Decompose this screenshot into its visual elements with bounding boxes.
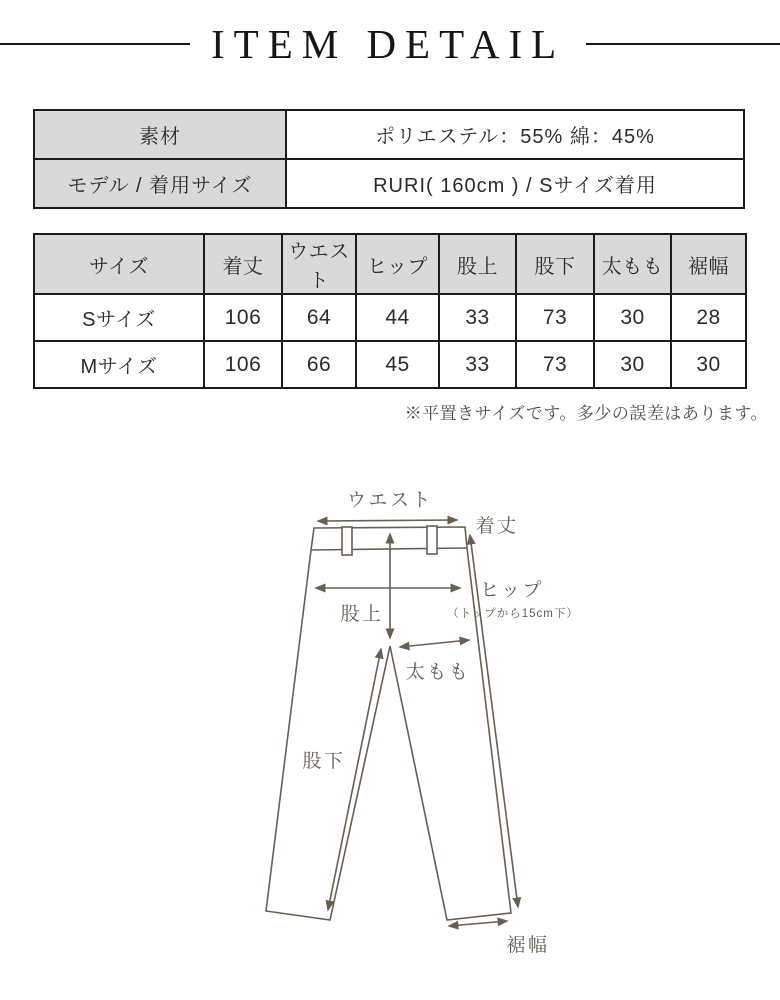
thigh-arrow	[400, 640, 469, 647]
title-rule-right	[586, 43, 780, 45]
size-cell: 30	[594, 294, 671, 341]
size-cell: 28	[671, 294, 746, 341]
size-table-header-cell: 股上	[439, 234, 516, 294]
size-table-header-cell: サイズ	[34, 234, 204, 294]
belt-loop	[427, 526, 437, 554]
size-table-row	[34, 341, 746, 388]
size-table-row	[34, 294, 746, 341]
size-cell: 33	[439, 341, 516, 388]
info-label-cell: 素材	[34, 110, 286, 159]
size-cell: 73	[516, 341, 594, 388]
size-cell: 106	[204, 341, 282, 388]
size-table-header-cell: 股下	[516, 234, 594, 294]
size-row-label: Mサイズ	[34, 341, 204, 388]
size-table-header-cell: ウエスト	[282, 234, 356, 294]
belt-loop	[342, 527, 352, 555]
hem-width-label: 裾幅	[506, 935, 550, 956]
info-table	[33, 109, 745, 209]
info-label-cell: モデル / 着用サイズ	[34, 159, 286, 208]
size-cell: 73	[516, 294, 594, 341]
pants-outline	[266, 527, 511, 920]
info-value-cell: RURI( 160cm ) / Sサイズ着用	[286, 159, 744, 208]
size-cell: 66	[282, 341, 356, 388]
size-table-header-cell: 着丈	[204, 234, 282, 294]
size-table-header-cell: 裾幅	[671, 234, 746, 294]
waist-arrow	[318, 520, 457, 521]
size-cell: 106	[204, 294, 282, 341]
inseam-arrow	[328, 649, 381, 910]
size-cell: 30	[671, 341, 746, 388]
size-table-header-row	[34, 234, 746, 294]
title-rule-left	[0, 43, 190, 45]
page-title: ITEM DETAIL	[211, 20, 566, 67]
size-cell: 30	[594, 341, 671, 388]
size-table	[33, 233, 747, 389]
hip-label: ヒップ	[480, 580, 544, 601]
size-cell: 44	[356, 294, 439, 341]
info-value-cell: ポリエステル：55% 綿：45%	[286, 110, 744, 159]
info-row	[34, 159, 744, 208]
waistband-seam	[311, 548, 467, 550]
hem-width-arrow	[449, 921, 507, 926]
inseam-label: 股下	[302, 751, 346, 772]
hip-note-label: （トップから15cm下）	[447, 608, 579, 620]
size-cell: 45	[356, 341, 439, 388]
size-cell: 64	[282, 294, 356, 341]
waist-label: ウエスト	[346, 490, 434, 511]
thigh-label: 太もも	[405, 662, 471, 683]
size-table-header-cell: ヒップ	[356, 234, 439, 294]
title-row	[0, 21, 780, 67]
size-row-label: Sサイズ	[34, 294, 204, 341]
size-cell: 33	[439, 294, 516, 341]
rise-label: 股上	[340, 604, 384, 625]
size-table-header-cell: 太もも	[594, 234, 671, 294]
length-label: 着丈	[475, 516, 519, 537]
info-row	[34, 110, 744, 159]
size-note: ※平置きサイズです。多少の誤差はあります。	[404, 404, 768, 423]
pants-measurement-diagram	[230, 470, 590, 970]
